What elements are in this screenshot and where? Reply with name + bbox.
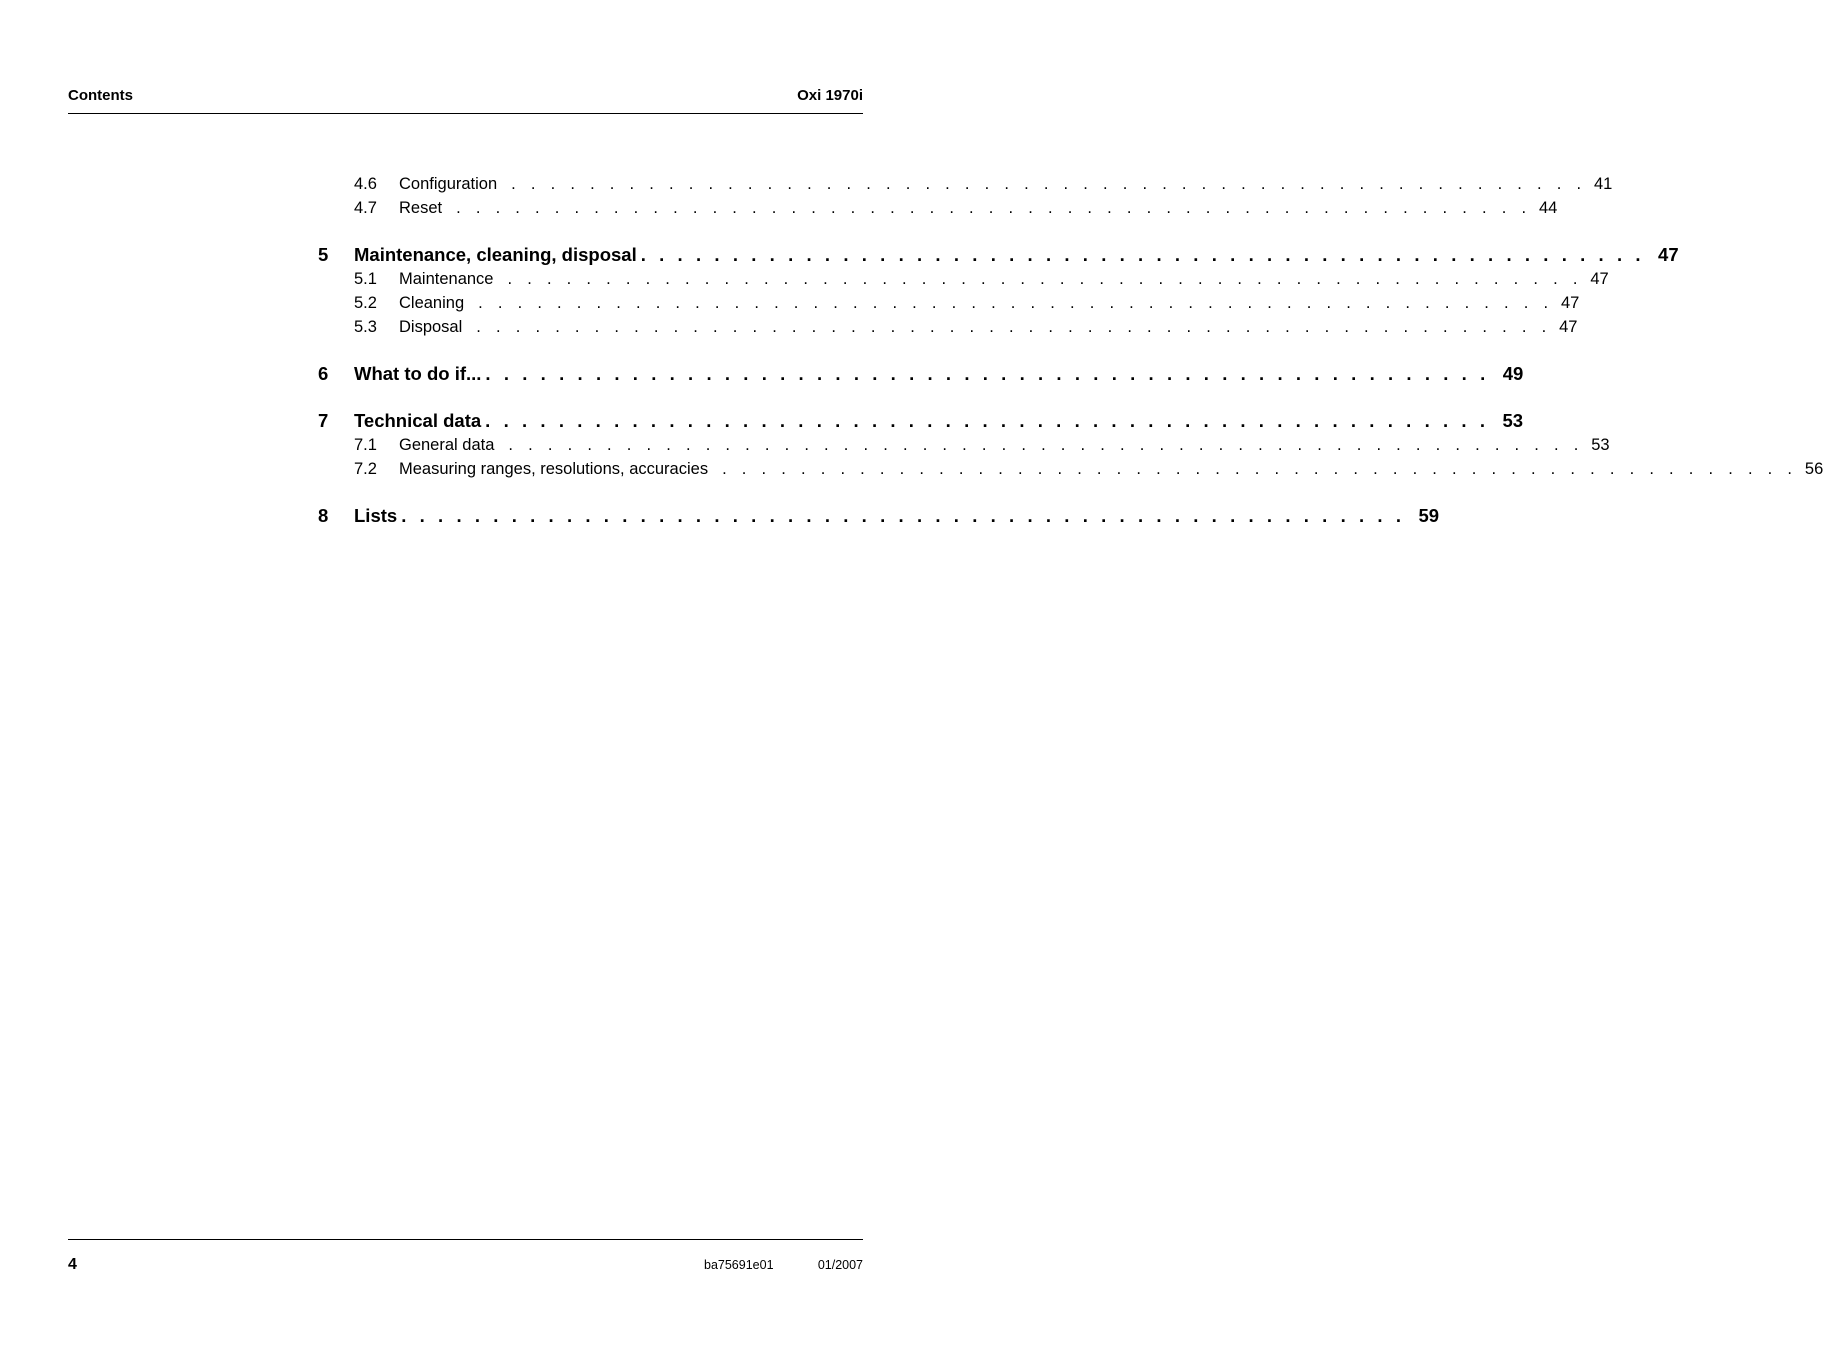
- toc-chapter-number: 8: [318, 505, 329, 526]
- toc-entry-5-2[interactable]: [318, 294, 1580, 318]
- toc-chapter-5[interactable]: [318, 244, 1679, 270]
- toc-entry-page: 41: [1594, 175, 1613, 193]
- toc-entry-page: 47: [1559, 318, 1578, 336]
- toc-dot-leader: . . . . . . . . . . . . . . . . . . . . . . . . . . . . . . . . . . . . . . . . . . . . . . . . . . . . . . .: [507, 270, 1583, 288]
- toc-entry-title: General data: [399, 436, 495, 454]
- toc-entry-number: 4.6: [354, 175, 377, 193]
- toc-entry-7-2[interactable]: [318, 460, 1823, 484]
- toc-dot-leader: . . . . . . . . . . . . . . . . . . . . . . . . . . . . . . . . . . . . . . . . . . . . . . . . . . . . . . .: [456, 199, 1532, 217]
- toc-chapter-7[interactable]: [318, 410, 1524, 436]
- toc-chapter-title: What to do if...: [354, 363, 482, 384]
- toc-entry-page: 47: [1560, 294, 1580, 312]
- toc-entry-page: 47: [1590, 270, 1609, 288]
- toc-chapter-page: 59: [1418, 505, 1440, 526]
- toc-entry-title: Configuration: [399, 175, 498, 193]
- header-section-title: Contents: [68, 87, 133, 104]
- toc-chapter-title: Technical data: [354, 410, 482, 431]
- toc-dot-leader: . . . . . . . . . . . . . . . . . . . . . . . . . . . . . . . . . . . . . . . . . . . . . . . . . . . . . . .: [485, 363, 1490, 384]
- toc-chapter-page: 53: [1502, 410, 1524, 431]
- toc-entry-page: 44: [1538, 199, 1558, 217]
- toc-entry-page: 56: [1804, 460, 1823, 478]
- header-rule: [68, 113, 863, 114]
- footer-document-id: ba75691e01: [704, 1258, 774, 1272]
- toc-entry-number: 4.7: [354, 199, 377, 217]
- toc-entry-title: Disposal: [399, 318, 463, 336]
- toc-entry-title: Reset: [399, 199, 443, 217]
- toc-chapter-8[interactable]: [318, 505, 1440, 531]
- toc-chapter-title: Maintenance, cleaning, disposal: [354, 244, 637, 265]
- toc-chapter-title: Lists: [354, 505, 398, 526]
- toc-entry-number: 7.1: [354, 436, 377, 454]
- toc-chapter-page: 49: [1502, 363, 1524, 384]
- footer-rule: [68, 1239, 863, 1240]
- toc-entry-number: 5.2: [354, 294, 377, 312]
- toc-entry-title: Cleaning: [399, 294, 465, 312]
- footer-page-number: 4: [68, 1256, 77, 1273]
- toc-dot-leader: . . . . . . . . . . . . . . . . . . . . . . . . . . . . . . . . . . . . . . . . . . . . . . . . . . . . . . .: [476, 318, 1552, 336]
- toc-entry-5-3[interactable]: [318, 318, 1578, 342]
- toc-entry-4-6[interactable]: [318, 175, 1613, 199]
- header-product-name: Oxi 1970i: [797, 87, 863, 104]
- toc-entry-number: 7.2: [354, 460, 377, 478]
- toc-entry-page: 53: [1591, 436, 1610, 454]
- toc-dot-leader: . . . . . . . . . . . . . . . . . . . . . . . . . . . . . . . . . . . . . . . . . . . . . . . . . . . . . . .: [640, 244, 1645, 265]
- table-of-contents: [318, 175, 1823, 531]
- toc-chapter-number: 5: [318, 244, 329, 265]
- toc-entry-7-1[interactable]: [318, 436, 1610, 460]
- toc-dot-leader: . . . . . . . . . . . . . . . . . . . . . . . . . . . . . . . . . . . . . . . . . . . . . . . . . . . . . . .: [485, 410, 1490, 431]
- toc-dot-leader: . . . . . . . . . . . . . . . . . . . . . . . . . . . . . . . . . . . . . . . . . . . . . . . . . . . . . . .: [401, 505, 1406, 526]
- toc-entry-4-7[interactable]: [318, 199, 1558, 223]
- toc-chapter-6[interactable]: [318, 363, 1524, 389]
- toc-chapter-number: 6: [318, 363, 329, 384]
- toc-entry-title: Measuring ranges, resolutions, accuracies: [399, 460, 709, 478]
- toc-dot-leader: . . . . . . . . . . . . . . . . . . . . . . . . . . . . . . . . . . . . . . . . . . . . . . . . . . . . . . .: [478, 294, 1554, 312]
- toc-dot-leader: . . . . . . . . . . . . . . . . . . . . . . . . . . . . . . . . . . . . . . . . . . . . . . . . . . . . . . .: [511, 175, 1587, 193]
- toc-chapter-number: 7: [318, 410, 329, 431]
- toc-entry-title: Maintenance: [399, 270, 494, 288]
- toc-dot-leader: . . . . . . . . . . . . . . . . . . . . . . . . . . . . . . . . . . . . . . . . . . . . . . . . . . . . . . .: [722, 460, 1798, 478]
- toc-dot-leader: . . . . . . . . . . . . . . . . . . . . . . . . . . . . . . . . . . . . . . . . . . . . . . . . . . . . . . .: [508, 436, 1584, 454]
- toc-entry-5-1[interactable]: [318, 270, 1609, 294]
- toc-chapter-page: 47: [1658, 244, 1679, 265]
- toc-entry-number: 5.1: [354, 270, 377, 288]
- toc-entry-number: 5.3: [354, 318, 377, 336]
- footer-date: 01/2007: [817, 1258, 863, 1272]
